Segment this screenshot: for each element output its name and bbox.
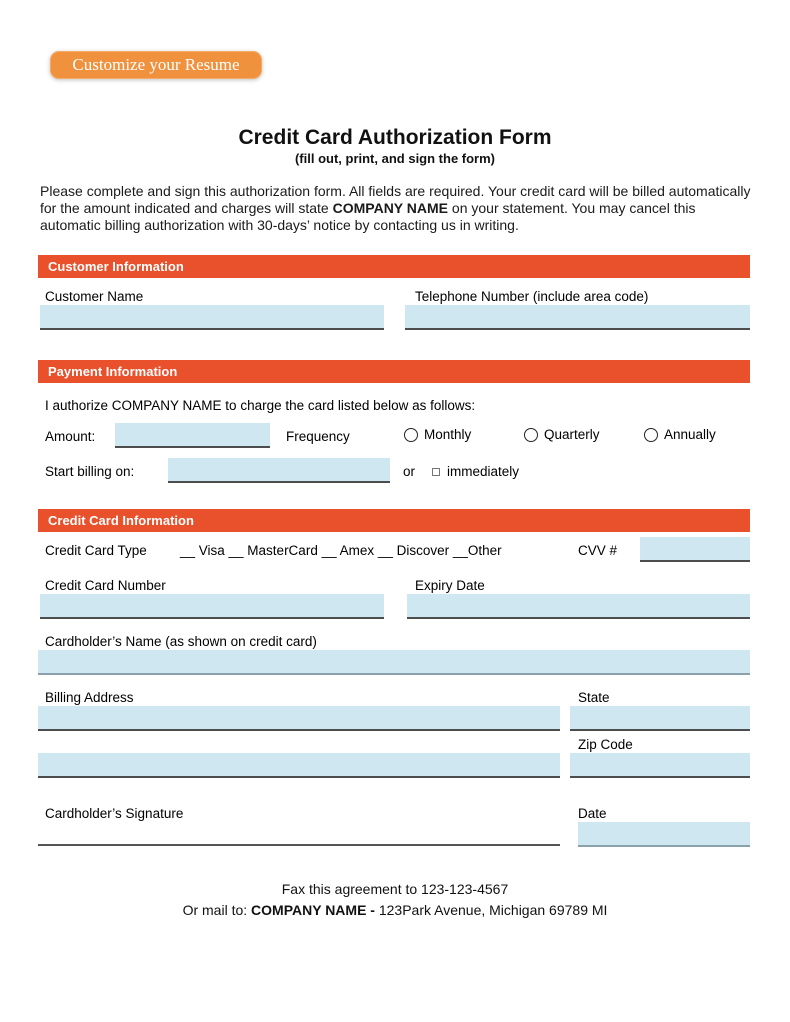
immediately-label: immediately xyxy=(447,464,520,479)
frequency-radio-annually[interactable] xyxy=(644,427,716,442)
date-label: Date xyxy=(578,806,607,821)
cvv-input[interactable] xyxy=(640,537,750,562)
billing-address-label: Billing Address xyxy=(45,690,134,705)
frequency-label: Frequency xyxy=(286,429,350,444)
section-header-customer-information: Customer Information xyxy=(38,255,750,278)
cardholder-signature-line[interactable] xyxy=(38,844,560,846)
frequency-radio-annually-label: Annually xyxy=(664,427,716,442)
telephone-number-input[interactable] xyxy=(405,305,750,330)
intro-text-before: Please complete and sign this authorization form. All fields are required. Your credit card will be billed automatically for the amount indicated and charges will state xyxy=(40,183,751,216)
state-label: State xyxy=(578,690,610,705)
frequency-radio-quarterly[interactable] xyxy=(524,427,600,442)
zip-code-input[interactable] xyxy=(570,753,750,778)
start-billing-label: Start billing on: xyxy=(45,464,135,479)
zip-code-label: Zip Code xyxy=(578,737,633,752)
billing-address-input-line1[interactable] xyxy=(38,706,560,731)
card-number-label: Credit Card Number xyxy=(45,578,166,593)
immediately-checkbox[interactable] xyxy=(432,468,440,476)
expiry-date-label: Expiry Date xyxy=(415,578,485,593)
amount-input[interactable] xyxy=(115,423,270,448)
intro-paragraph xyxy=(40,183,752,234)
customize-resume-button[interactable]: Customize your Resume xyxy=(50,51,262,79)
start-billing-input[interactable] xyxy=(168,458,390,483)
radio-circle-icon xyxy=(524,428,538,442)
radio-circle-icon xyxy=(404,428,418,442)
footer-mail-line xyxy=(0,902,790,918)
date-input[interactable] xyxy=(578,822,750,847)
footer-mail-prefix: Or mail to: xyxy=(182,902,252,918)
card-type-options[interactable]: __ Visa __ MasterCard __ Amex __ Discover __Other xyxy=(180,543,502,558)
footer-fax-line: Fax this agreement to 123-123-4567 xyxy=(281,881,509,897)
section-header-credit-card-information: Credit Card Information xyxy=(38,509,750,532)
amount-label: Amount: xyxy=(45,429,96,444)
cardholder-signature-label: Cardholder’s Signature xyxy=(45,806,184,821)
or-label: or xyxy=(403,464,416,479)
billing-address-input-line2[interactable] xyxy=(38,753,560,778)
telephone-number-label: Telephone Number (include area code) xyxy=(415,289,649,304)
frequency-radio-monthly[interactable] xyxy=(404,427,471,442)
authorize-statement: I authorize COMPANY NAME to charge the card listed below as follows: xyxy=(45,398,476,413)
radio-circle-icon xyxy=(644,428,658,442)
footer-mail-company: COMPANY NAME - xyxy=(251,902,379,918)
card-number-input[interactable] xyxy=(40,594,384,619)
card-type-label: Credit Card Type xyxy=(45,543,147,558)
page-title: Credit Card Authorization Form xyxy=(238,126,552,149)
cardholder-name-input[interactable] xyxy=(38,650,750,675)
state-input[interactable] xyxy=(570,706,750,731)
footer-mail-suffix: 123Park Avenue, Michigan 69789 MI xyxy=(378,902,608,918)
section-header-payment-information: Payment Information xyxy=(38,360,750,383)
intro-company-name: COMPANY NAME xyxy=(332,200,449,216)
page-subtitle: (fill out, print, and sign the form) xyxy=(294,151,496,166)
cvv-label: CVV # xyxy=(578,543,618,558)
frequency-radio-monthly-label: Monthly xyxy=(424,427,472,442)
frequency-radio-quarterly-label: Quarterly xyxy=(544,427,600,442)
expiry-date-input[interactable] xyxy=(407,594,750,619)
intro-text-after: on your statement. You may cancel this automatic billing authorization with 30-days’ notice by contacting us in writing. xyxy=(40,200,696,233)
customer-name-input[interactable] xyxy=(40,305,384,330)
customer-name-label: Customer Name xyxy=(45,289,144,304)
cardholder-name-label: Cardholder’s Name (as shown on credit card) xyxy=(45,634,317,649)
